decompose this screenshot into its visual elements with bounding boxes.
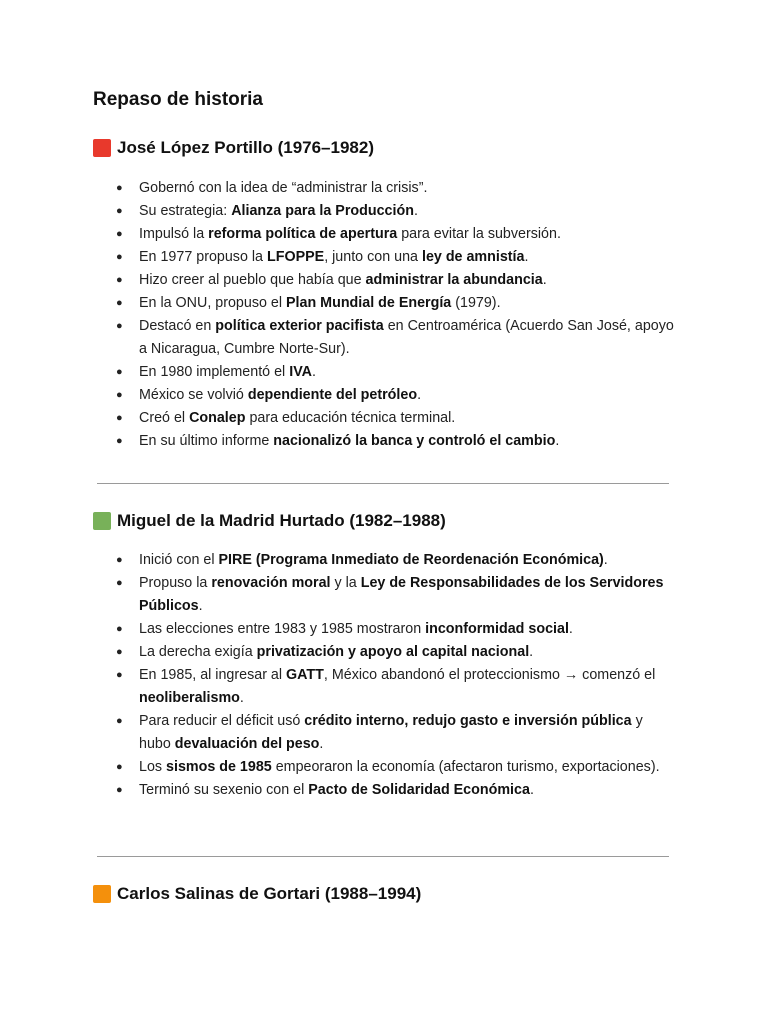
text: En la ONU, propuso el — [139, 295, 287, 311]
bullet-icon: ● — [116, 228, 123, 240]
orange-square-icon — [93, 885, 111, 903]
bullet-icon: ● — [116, 715, 123, 727]
text: En 1977 propuso la — [139, 249, 267, 265]
red-square-icon — [93, 139, 111, 157]
bullet-icon: ● — [116, 669, 123, 681]
text: . — [312, 364, 316, 380]
text: En 1980 implementó el — [139, 364, 290, 380]
text: y hubo — [139, 713, 643, 752]
text: para educación técnica terminal. — [245, 410, 456, 426]
text: La derecha exigía — [139, 644, 257, 660]
text: Para reducir el déficit usó — [139, 713, 305, 729]
bullet-icon: ● — [116, 366, 123, 378]
list-item — [114, 223, 674, 246]
bold-text: PIRE (Programa Inmediato de Reordenación Económica) — [218, 552, 604, 568]
list-item — [114, 618, 674, 641]
bold-text: devaluación del peso — [174, 736, 320, 752]
bullet-icon: ● — [116, 554, 123, 566]
text: En 1985, al ingresar al — [139, 667, 287, 683]
section-divider — [97, 856, 669, 857]
bullet-icon: ● — [116, 182, 123, 194]
section-heading-text: Carlos Salinas de Gortari (1988–1994) — [117, 884, 422, 903]
section-heading-text: Miguel de la Madrid Hurtado (1982–1988) — [117, 511, 446, 530]
text: . — [524, 249, 529, 265]
bullet-icon: ● — [116, 274, 123, 286]
bullet-icon: ● — [116, 251, 123, 263]
bold-text: GATT — [286, 667, 324, 683]
bullet-list-lopez-portillo — [114, 177, 674, 453]
bold-text: Alianza para la Producción — [231, 203, 414, 219]
bullet-icon: ● — [116, 623, 123, 635]
list-item — [114, 664, 674, 710]
bullet-icon: ● — [116, 646, 123, 658]
text: Propuso la — [139, 575, 212, 591]
list-item — [114, 572, 674, 618]
text: para evitar la subversión. — [397, 226, 561, 242]
list-item — [114, 361, 674, 384]
text: . — [239, 690, 244, 706]
bold-text: política exterior pacifista — [215, 318, 384, 334]
text: Creó el — [139, 410, 190, 426]
bold-text: reforma política de apertura — [208, 226, 398, 242]
section-heading-lopez-portillo — [93, 138, 374, 158]
text: Su estrategia: — [139, 203, 232, 219]
bold-text: Ley de Responsabilidades de los Servidores Públicos — [139, 575, 664, 614]
bold-text: privatización y apoyo al capital nacional — [256, 644, 530, 660]
bullet-icon: ● — [116, 435, 123, 447]
text: , México abandonó el proteccionismo → comenzó el — [323, 667, 656, 683]
text: México se volvió — [139, 387, 248, 403]
bold-text: ley de amnistía — [421, 249, 525, 265]
list-item — [114, 269, 674, 292]
text: . — [198, 598, 203, 614]
text: Gobernó con la idea de “administrar la crisis”. — [139, 180, 428, 196]
text: Hizo creer al pueblo que había que — [139, 272, 366, 288]
bullet-list-de-la-madrid — [114, 549, 674, 802]
text: . — [568, 621, 573, 637]
list-item — [114, 177, 674, 200]
bold-text: administrar la abundancia — [365, 272, 543, 288]
section-heading-de-la-madrid — [93, 511, 446, 531]
text: en Centroamérica (Acuerdo San José, apoyo a Nicaragua, Cumbre Norte-Sur). — [139, 318, 674, 357]
text: . — [319, 736, 324, 752]
section-heading-text: José López Portillo (1976–1982) — [117, 138, 374, 157]
text: Destacó en — [139, 318, 216, 334]
text: , junto con una — [324, 249, 422, 265]
list-item — [114, 710, 674, 756]
list-item — [114, 407, 674, 430]
list-item — [114, 200, 674, 223]
list-item — [114, 384, 674, 407]
text: Impulsó la — [139, 226, 209, 242]
bullet-icon: ● — [116, 297, 123, 309]
bullet-icon: ● — [116, 761, 123, 773]
section-heading-salinas — [93, 884, 421, 904]
text: Las elecciones entre 1983 y 1985 mostraron — [139, 621, 426, 637]
bullet-icon: ● — [116, 577, 123, 589]
bullet-icon: ● — [116, 784, 123, 796]
text: (1979). — [451, 295, 501, 311]
text: . — [555, 433, 560, 449]
bold-text: sismos de 1985 — [166, 759, 272, 775]
green-square-icon — [93, 512, 111, 530]
text: . — [542, 272, 547, 288]
bullet-icon: ● — [116, 320, 123, 332]
bold-text: renovación moral — [211, 575, 331, 591]
bullet-icon: ● — [116, 205, 123, 217]
list-item — [114, 641, 674, 664]
section-divider — [97, 483, 669, 484]
bold-text: dependiente del petróleo — [247, 387, 418, 403]
bold-text: Pacto de Solidaridad Económica — [308, 782, 530, 798]
text: En su último informe — [139, 433, 274, 449]
text: y la — [330, 575, 361, 591]
bold-text: neoliberalismo — [139, 690, 240, 706]
text: Inició con el — [139, 552, 219, 568]
bold-text: crédito interno, redujo gasto e inversión pública — [304, 713, 632, 729]
bullet-icon: ● — [116, 389, 123, 401]
list-item — [114, 292, 674, 315]
text: . — [529, 644, 534, 660]
list-item — [114, 756, 674, 779]
bold-text: IVA — [289, 364, 312, 380]
list-item — [114, 549, 674, 572]
text: Terminó su sexenio con el — [139, 782, 309, 798]
text: empeoraron la economía (afectaron turismo, exportaciones). — [271, 759, 660, 775]
bold-text: LFOPPE — [266, 249, 325, 265]
text: Los — [139, 759, 167, 775]
list-item — [114, 315, 674, 361]
text: . — [603, 552, 608, 568]
text: . — [529, 782, 534, 798]
text: . — [413, 203, 418, 219]
text: . — [417, 387, 422, 403]
list-item — [114, 246, 674, 269]
bullet-icon: ● — [116, 412, 123, 424]
list-item — [114, 430, 674, 453]
bold-text: Conalep — [189, 410, 246, 426]
page-title: Repaso de historia — [93, 89, 263, 110]
bold-text: nacionalizó la banca y controló el cambio — [273, 433, 556, 449]
bold-text: Plan Mundial de Energía — [286, 295, 452, 311]
list-item — [114, 779, 674, 802]
bold-text: inconformidad social — [425, 621, 569, 637]
